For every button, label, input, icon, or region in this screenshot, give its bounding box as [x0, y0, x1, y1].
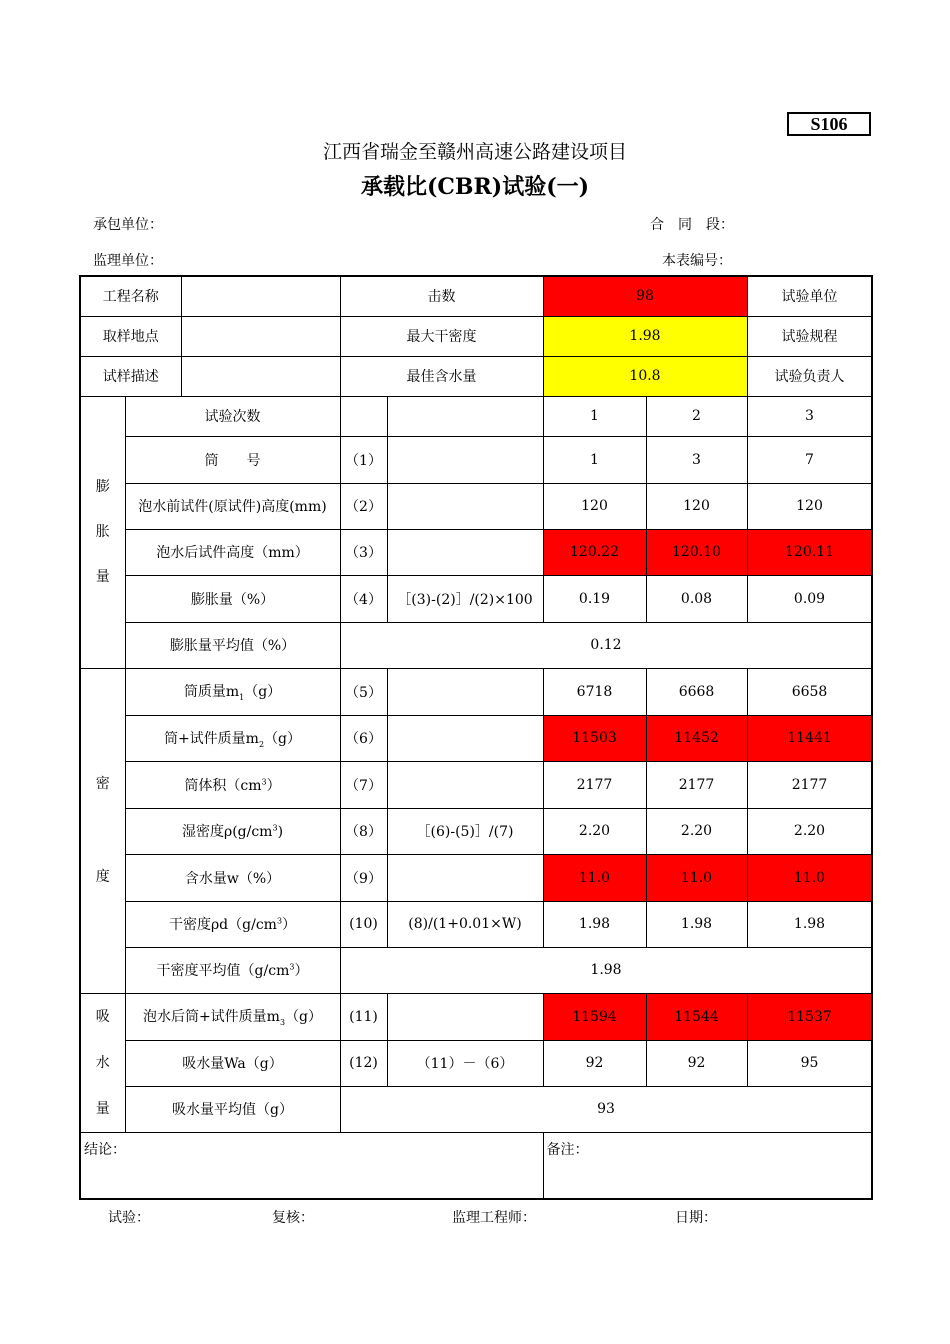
table-row: [80, 1040, 872, 1086]
formula-cell: [387, 668, 543, 715]
table-row: [80, 947, 872, 993]
table-row: [80, 761, 872, 808]
conclusion-cell[interactable]: [80, 1132, 543, 1199]
group-char: 水: [95, 1054, 110, 1071]
dry-density-avg-value: 1.98: [340, 947, 872, 993]
group-char: 度: [95, 868, 110, 885]
m1-3: 6658: [747, 668, 872, 715]
table-row: [80, 529, 872, 575]
sampling-site-label: 取样地点: [80, 316, 181, 356]
m1-1: 6718: [543, 668, 646, 715]
code-cell: （2）: [340, 483, 387, 529]
table-row: [80, 276, 872, 316]
footer-test-label: 试验：: [108, 1210, 150, 1226]
wet-density-1: 2.20: [543, 808, 646, 854]
formula-cell: （11）－（6）: [387, 1040, 543, 1086]
swell-1: 0.19: [543, 575, 646, 622]
m1-label: 筒质量$m_1(g)$: [125, 668, 340, 715]
swell-2: 0.08: [646, 575, 747, 622]
form-title: 承载比(CBR)试验(一): [360, 174, 590, 200]
formula-cell: [387, 715, 543, 761]
table-row: [80, 356, 872, 396]
m2-label: 筒+试件质量$m_2(g)$: [125, 715, 340, 761]
table-row: [80, 622, 872, 668]
group-char: 量: [95, 1100, 110, 1117]
table-row: [80, 575, 872, 622]
trial-2: 2: [646, 396, 747, 436]
formula-cell: [387, 436, 543, 483]
formula-cell: [387, 529, 543, 575]
table-row: [80, 436, 872, 483]
wa-avg-label: 吸水量平均值（g）: [125, 1086, 340, 1132]
blows-value: 98: [543, 276, 747, 316]
table-row: [80, 901, 872, 947]
formula-cell: ［(6)-(5)］/(7): [387, 808, 543, 854]
sampling-site-value[interactable]: [181, 316, 340, 356]
table-row: [80, 854, 872, 901]
mold-label: 筒 号: [125, 436, 340, 483]
wet-density-2: 2.20: [646, 808, 747, 854]
trial-label: 试验次数: [125, 396, 340, 436]
swell-avg-label: 膨胀量平均值（%）: [125, 622, 340, 668]
code-cell: (11): [340, 993, 387, 1040]
formula-cell: (8)/(1+0.01×W): [387, 901, 543, 947]
wa-label: 吸水量Wa（g）: [125, 1040, 340, 1086]
group-swelling: [80, 396, 125, 668]
formula-cell: ［(3)-(2)］/(2)×100: [387, 575, 543, 622]
table-row: [80, 1132, 872, 1199]
formula-cell: [387, 396, 543, 436]
footer-engineer-label: 监理工程师：: [452, 1210, 536, 1226]
code-cell: (12): [340, 1040, 387, 1086]
table-row: [80, 993, 872, 1040]
table-row: [80, 668, 872, 715]
trial-1: 1: [543, 396, 646, 436]
cbr-test-table: [79, 275, 873, 1200]
max-dry-density-label: 最大干密度: [340, 316, 543, 356]
code-cell: (10): [340, 901, 387, 947]
sample-desc-value[interactable]: [181, 356, 340, 396]
group-char: 量: [95, 568, 110, 585]
project-name: 江西省瑞金至赣州高速公路建设项目: [322, 141, 627, 163]
h-after-3: 120.11: [747, 529, 872, 575]
mold-1: 1: [543, 436, 646, 483]
swell-avg-value: 0.12: [340, 622, 872, 668]
volume-1: 2177: [543, 761, 646, 808]
contractor-label: 承包单位：: [93, 217, 163, 233]
moisture-label: 含水量w（%）: [125, 854, 340, 901]
h-after-label: 泡水后试件高度（mm）: [125, 529, 340, 575]
m3-2: 11544: [646, 993, 747, 1040]
project-name-value[interactable]: [181, 276, 340, 316]
max-dry-density-value: 1.98: [543, 316, 747, 356]
mold-3: 7: [747, 436, 872, 483]
h-after-1: 120.22: [543, 529, 646, 575]
remarks-label: 备注：: [546, 1141, 589, 1158]
h-before-label: 泡水前试件(原试件)高度(mm): [125, 483, 340, 529]
code-cell: （3）: [340, 529, 387, 575]
table-row: [80, 396, 872, 436]
m3-1: 11594: [543, 993, 646, 1040]
h-before-1: 120: [543, 483, 646, 529]
dry-density-3: 1.98: [747, 901, 872, 947]
h-before-3: 120: [747, 483, 872, 529]
code-cell: （8）: [340, 808, 387, 854]
volume-label: 筒体积$(cm^3)$: [125, 761, 340, 808]
wet-density-label: 湿密度$\rho(g/cm^3)$: [125, 808, 340, 854]
moisture-3: 11.0: [747, 854, 872, 901]
volume-3: 2177: [747, 761, 872, 808]
table-row: [80, 808, 872, 854]
m1-2: 6668: [646, 668, 747, 715]
dry-density-1: 1.98: [543, 901, 646, 947]
dry-density-2: 1.98: [646, 901, 747, 947]
conclusion-label: 结论：: [84, 1141, 126, 1158]
group-char: 吸: [95, 1008, 110, 1025]
test-unit-label: 试验单位: [747, 276, 872, 316]
form-code: S106: [787, 112, 871, 136]
m2-3: 11441: [747, 715, 872, 761]
wa-1: 92: [543, 1040, 646, 1086]
wa-3: 95: [747, 1040, 872, 1086]
table-row: [80, 715, 872, 761]
formula-cell: [387, 854, 543, 901]
form-number-label: 本表编号：: [662, 253, 732, 269]
contract-section-label: 合 同 段：: [650, 217, 734, 233]
wet-density-3: 2.20: [747, 808, 872, 854]
project-name-label: 工程名称: [80, 276, 181, 316]
opt-moisture-label: 最佳含水量: [340, 356, 543, 396]
test-spec-label: 试验规程: [747, 316, 872, 356]
m2-2: 11452: [646, 715, 747, 761]
group-density: [80, 668, 125, 993]
formula-cell: [387, 761, 543, 808]
table-row: [80, 483, 872, 529]
m2-1: 11503: [543, 715, 646, 761]
table-row: [80, 1086, 872, 1132]
m3-3: 11537: [747, 993, 872, 1040]
formula-cell: [387, 483, 543, 529]
table-row: [80, 316, 872, 356]
blows-label: 击数: [340, 276, 543, 316]
swell-label: 膨胀量（%）: [125, 575, 340, 622]
code-cell: （5）: [340, 668, 387, 715]
footer-review-label: 复核：: [272, 1210, 314, 1226]
volume-2: 2177: [646, 761, 747, 808]
test-person-label: 试验负责人: [747, 356, 872, 396]
sample-desc-label: 试样描述: [80, 356, 181, 396]
group-char: 密: [95, 775, 110, 792]
mold-2: 3: [646, 436, 747, 483]
h-after-2: 120.10: [646, 529, 747, 575]
opt-moisture-value: 10.8: [543, 356, 747, 396]
group-char: 膨: [95, 478, 110, 495]
code-cell: [340, 396, 387, 436]
footer-date-label: 日期：: [675, 1210, 717, 1226]
trial-3: 3: [747, 396, 872, 436]
dry-density-avg-label: 干密度平均值$(g/cm^3)$: [125, 947, 340, 993]
group-char: 胀: [95, 523, 110, 540]
code-cell: （1）: [340, 436, 387, 483]
wa-2: 92: [646, 1040, 747, 1086]
code-cell: （4）: [340, 575, 387, 622]
wa-avg-value: 93: [340, 1086, 872, 1132]
supervisor-label: 监理单位：: [93, 253, 163, 269]
moisture-2: 11.0: [646, 854, 747, 901]
formula-cell: [387, 993, 543, 1040]
moisture-1: 11.0: [543, 854, 646, 901]
group-absorption: [80, 993, 125, 1132]
remarks-cell[interactable]: [543, 1132, 872, 1199]
h-before-2: 120: [646, 483, 747, 529]
swell-3: 0.09: [747, 575, 872, 622]
code-cell: （6）: [340, 715, 387, 761]
code-cell: （7）: [340, 761, 387, 808]
dry-density-label: 干密度$\rho d(g/cm^3)$: [125, 901, 340, 947]
m3-label: 泡水后筒+试件质量$m_3(g)$: [125, 993, 340, 1040]
code-cell: （9）: [340, 854, 387, 901]
